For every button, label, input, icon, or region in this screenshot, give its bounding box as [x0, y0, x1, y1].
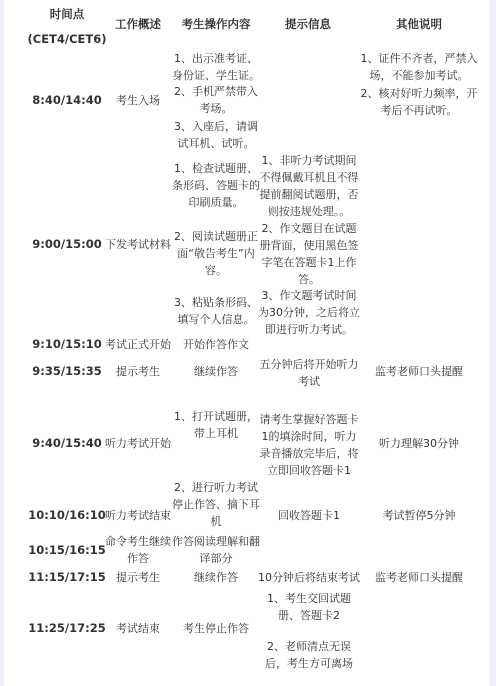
- note-item: 监考老师口头提醒: [375, 365, 463, 378]
- candidate-step: 1、打开试题册， 带上耳机: [174, 410, 258, 440]
- candidate-step: 2、进行听力考试 停止作答、摘下耳 机: [172, 481, 260, 528]
- row-time: 9:10/15:10: [32, 337, 102, 351]
- candidate-step: 2、阅读试题册正 面“敬告考生”内 容。: [174, 230, 258, 277]
- header-prompt-info: 提示信息: [285, 17, 331, 31]
- row-time: 9:40/15:40: [32, 436, 102, 450]
- row-overview: 听力考试结束: [105, 509, 171, 522]
- note-item: 考试暂停5分钟: [382, 509, 456, 522]
- row-time: 8:40/14:40: [32, 93, 102, 107]
- row-overview: 下发考试材料: [105, 238, 171, 251]
- header-exam-type: (CET4/CET6): [27, 32, 107, 46]
- candidate-step: 2、手机严禁带入 考场。: [174, 85, 258, 115]
- note-item: 2、核对好听力频率，开 考后不再试听。: [360, 87, 478, 117]
- note-item: 听力理解30分钟: [379, 437, 459, 450]
- candidate-step: 作答阅读理解和翻 译部分: [172, 535, 260, 565]
- prompt-item: 1、考生交回试题 册、答题卡2: [267, 592, 351, 622]
- row-overview: 提示考生: [116, 365, 160, 378]
- header-notes: 其他说明: [396, 17, 442, 31]
- exam-schedule-table: [4, 0, 490, 686]
- row-overview: 听力考试开始: [105, 437, 171, 450]
- candidate-step: 3、粘贴条形码、 填写个人信息。: [174, 296, 258, 326]
- prompt-item: 回收答题卡1: [278, 509, 340, 522]
- row-time: 11:15/17:15: [28, 570, 106, 584]
- prompt-item: 2、老师清点无误 后，考生方可离场: [265, 640, 353, 670]
- prompt-item: 10分钟后将结束考试: [258, 571, 360, 584]
- prompt-item: 3、作文题考试时间 为30分钟，之后将立 即进行听力考试。: [258, 289, 360, 336]
- prompt-item: 1、非听力考试期间 不得佩戴耳机且不得 提前翻阅试题册，否 则按违规处理。。: [259, 154, 359, 218]
- note-item: 监考老师口头提醒: [375, 571, 463, 584]
- row-overview: 提示考生: [116, 571, 160, 584]
- candidate-step: 3、入座后，请调 试耳机、试听。: [174, 120, 258, 150]
- prompt-item: 请考生掌握好答题卡 1的填涂时间，听力 录音播放完毕后，将 立即回收答题卡1: [259, 413, 359, 477]
- candidate-step: 考生停止作答: [183, 622, 249, 635]
- row-time: 10:10/16:10: [28, 508, 106, 522]
- candidate-step: 1、出示准考证、 身份证、学生证。: [172, 52, 260, 82]
- row-overview: 考试结束: [116, 622, 160, 635]
- candidate-step: 继续作答: [194, 571, 238, 584]
- candidate-step: 开始作答作文: [183, 338, 249, 351]
- row-overview: 考生入场: [116, 94, 160, 107]
- prompt-item: 2、作文题目在试题 册背面，使用黑色签 字笔在答题卡1上作 答。: [259, 222, 359, 286]
- row-time: 9:35/15:35: [32, 364, 102, 378]
- note-item: 1、证件不齐者，严禁入 场，不能参加考试。: [360, 52, 478, 82]
- row-time: 11:25/17:25: [28, 621, 106, 635]
- candidate-step: 1、检查试题册、 条形码、答题卡的 印刷质量。: [172, 162, 260, 209]
- row-time: 9:00/15:00: [32, 237, 102, 251]
- candidate-step: 继续作答: [194, 365, 238, 378]
- row-time: 10:15/16:15: [28, 543, 106, 557]
- row-overview: 考试正式开始: [105, 338, 171, 351]
- row-overview: 命令考生继续 作答: [105, 535, 171, 565]
- header-time: 时间点: [49, 7, 85, 21]
- header-overview: 工作概述: [115, 17, 161, 31]
- prompt-item: 五分钟后将开始听力 考试: [259, 358, 359, 388]
- header-candidate-actions: 考生操作内容: [181, 17, 251, 31]
